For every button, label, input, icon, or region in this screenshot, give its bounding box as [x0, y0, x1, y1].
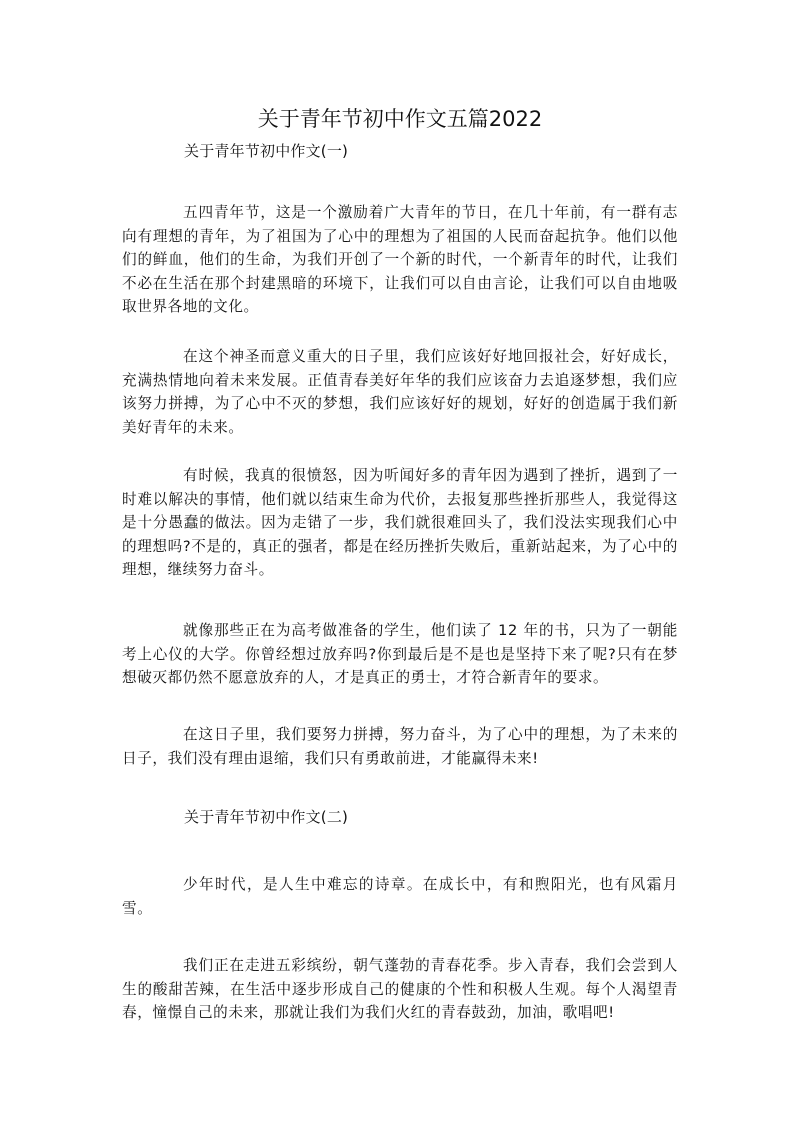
section-1-paragraph-3: 有时候，我真的很愤怒，因为听闻好多的青年因为遇到了挫折，遇到了一时难以解决的事情，他们就以结束生命为代价，去报复那些挫折那些人，我觉得这是十分愚蠢的做法。因为走错了一步，我们就很难回头了，我们没法实现我们心中的理想吗?不是的，真正的强者，都是在经历挫折失败后，重新站起来，为了心中的理想，继续努力奋斗。	[122, 467, 678, 578]
section-1-paragraph-1: 五四青年节，这是一个激励着广大青年的节日，在几十年前，有一群有志向有理想的青年，为了祖国为了心中的理想为了祖国的人民而奋起抗争。他们以他们的鲜血，他们的生命，为我们开创了一个新的时代，一个新青年的时代，让我们不必在生活在那个封建黑暗的环境下，让我们可以自由言论，让我们可以自由地吸取世界各地的文化。	[122, 204, 678, 315]
section-1-paragraph-4: 就像那些正在为高考做准备的学生，他们读了 12 年的书，只为了一朝能考上心仪的大学。你曾经想过放弃吗?你到最后是不是也是坚持下来了呢?只有在梦想破灭都仍然不愿意放弃的人，才是真正的勇士，才符合新青年的要求。	[122, 622, 678, 686]
section-2-paragraph-1: 少年时代，是人生中难忘的诗章。在成长中，有和煦阳光，也有风霜月雪。	[122, 876, 678, 917]
section-1-paragraph-5: 在这日子里，我们要努力拼搏，努力奋斗，为了心中的理想，为了未来的日子，我们没有理由退缩，我们只有勇敢前进，才能赢得未来!	[122, 726, 678, 767]
section-2-heading: 关于青年节初中作文(二)	[184, 808, 349, 826]
section-1-paragraph-2: 在这个神圣而意义重大的日子里，我们应该好好地回报社会，好好成长，充满热情地向着未来发展。正值青春美好年华的我们应该奋力去追逐梦想，我们应该努力拼搏，为了心中不灭的梦想，我们应该好好的规划，好好的创造属于我们新美好青年的未来。	[122, 348, 678, 436]
document-title: 关于青年节初中作文五篇2022	[257, 107, 543, 131]
section-1-heading: 关于青年节初中作文(一)	[184, 142, 349, 160]
section-2-paragraph-2: 我们正在走进五彩缤纷，朝气蓬勃的青春花季。步入青春，我们会尝到人生的酸甜苦辣，在生活中逐步形成自己的健康的个性和积极人生观。每个人渴望青春，憧憬自己的未来，那就让我们为我们火红的青春鼓劲，加油，歌唱吧!	[122, 957, 678, 1021]
